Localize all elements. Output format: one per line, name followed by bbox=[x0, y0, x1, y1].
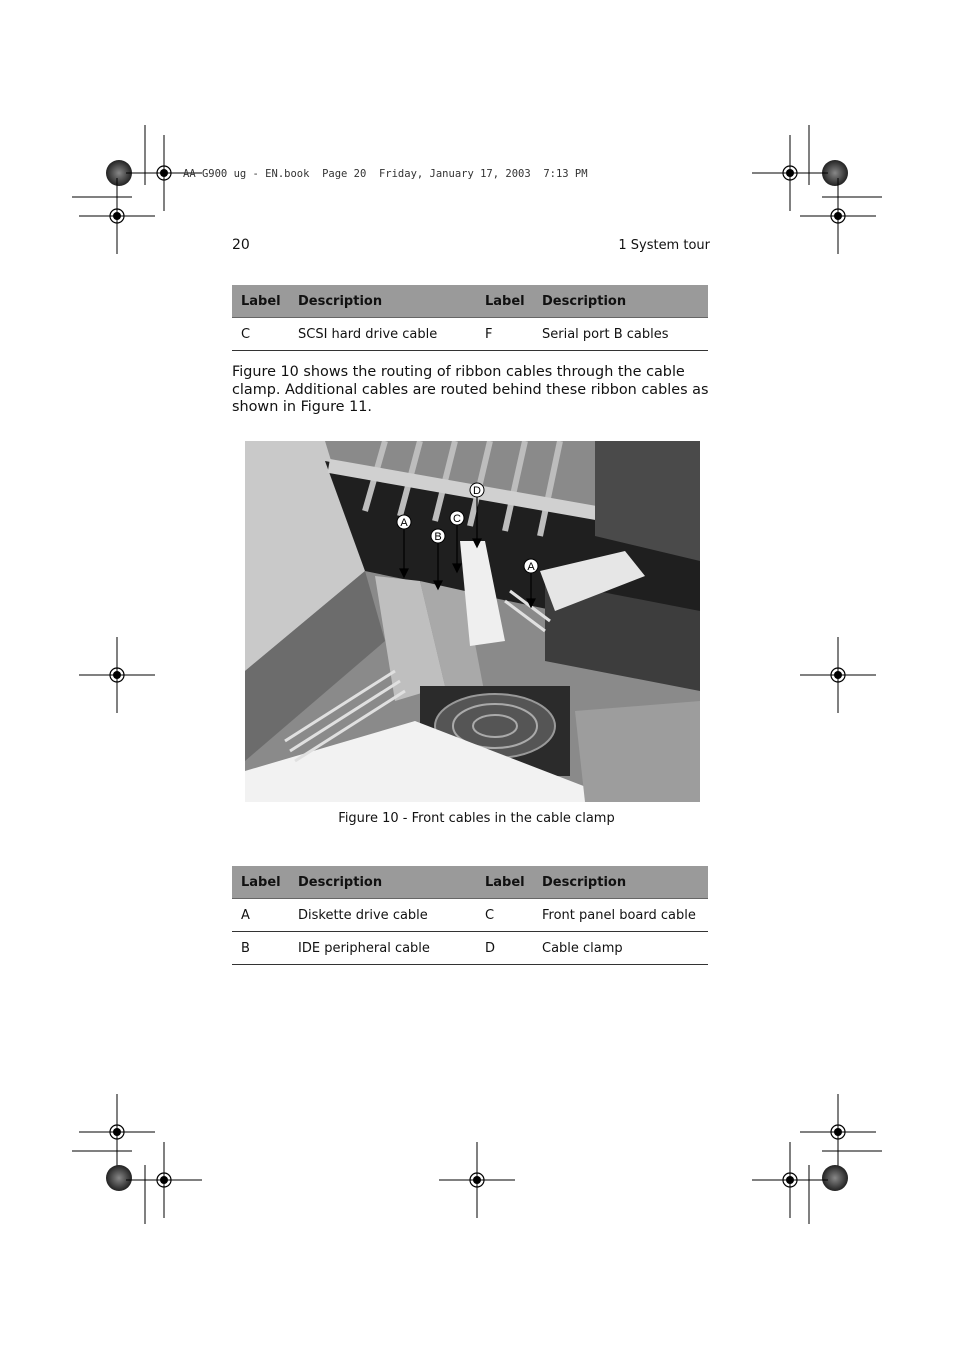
figure-label-a2 bbox=[524, 559, 538, 573]
print-info: AA G900 ug - EN.book Page 20 Friday, January 17, 2003 7:13 PM bbox=[183, 168, 588, 180]
table-header: Label bbox=[476, 866, 533, 899]
figure-photo bbox=[245, 441, 700, 802]
table-cell: A bbox=[232, 899, 289, 932]
table-cell: Diskette drive cable bbox=[289, 899, 476, 932]
figure-label-d bbox=[470, 483, 484, 497]
table-cell: C bbox=[476, 899, 533, 932]
table-cell: SCSI hard drive cable bbox=[289, 318, 476, 351]
table-row bbox=[232, 318, 708, 351]
table-header: Label bbox=[232, 866, 289, 899]
svg-text:B: B bbox=[434, 531, 442, 543]
body-paragraph: Figure 10 shows the routing of ribbon cables through the cable clamp. Additional cables are routed behind these ribbon cables as shown in Figure 11. bbox=[232, 364, 709, 415]
svg-text:D: D bbox=[473, 485, 481, 497]
page-number: 20 bbox=[232, 237, 250, 253]
figure-label-b bbox=[431, 529, 445, 543]
table-header: Label bbox=[476, 285, 533, 318]
table-cell: Serial port B cables bbox=[533, 318, 708, 351]
table-header: Description bbox=[289, 285, 476, 318]
table-cell: Cable clamp bbox=[533, 932, 708, 965]
table-cell: C bbox=[232, 318, 289, 351]
table-header: Description bbox=[533, 285, 708, 318]
svg-text:A: A bbox=[400, 517, 408, 529]
label-table-1 bbox=[232, 285, 708, 351]
table-cell: Front panel board cable bbox=[533, 899, 708, 932]
svg-text:A: A bbox=[527, 561, 535, 573]
table-header-row bbox=[232, 285, 708, 318]
table-cell: F bbox=[476, 318, 533, 351]
table-row bbox=[232, 932, 708, 965]
section-title: 1 System tour bbox=[618, 238, 710, 253]
table-cell: B bbox=[232, 932, 289, 965]
table-header: Description bbox=[289, 866, 476, 899]
table-row bbox=[232, 899, 708, 932]
table-header: Label bbox=[232, 285, 289, 318]
svg-text:C: C bbox=[453, 513, 461, 525]
figure-label-c bbox=[450, 511, 464, 525]
label-table-2 bbox=[232, 866, 708, 965]
table-header-row bbox=[232, 866, 708, 899]
figure-caption: Figure 10 - Front cables in the cable clamp bbox=[338, 811, 615, 826]
figure-label-a bbox=[397, 515, 411, 529]
table-header: Description bbox=[533, 866, 708, 899]
table-cell: D bbox=[476, 932, 533, 965]
table-cell: IDE peripheral cable bbox=[289, 932, 476, 965]
